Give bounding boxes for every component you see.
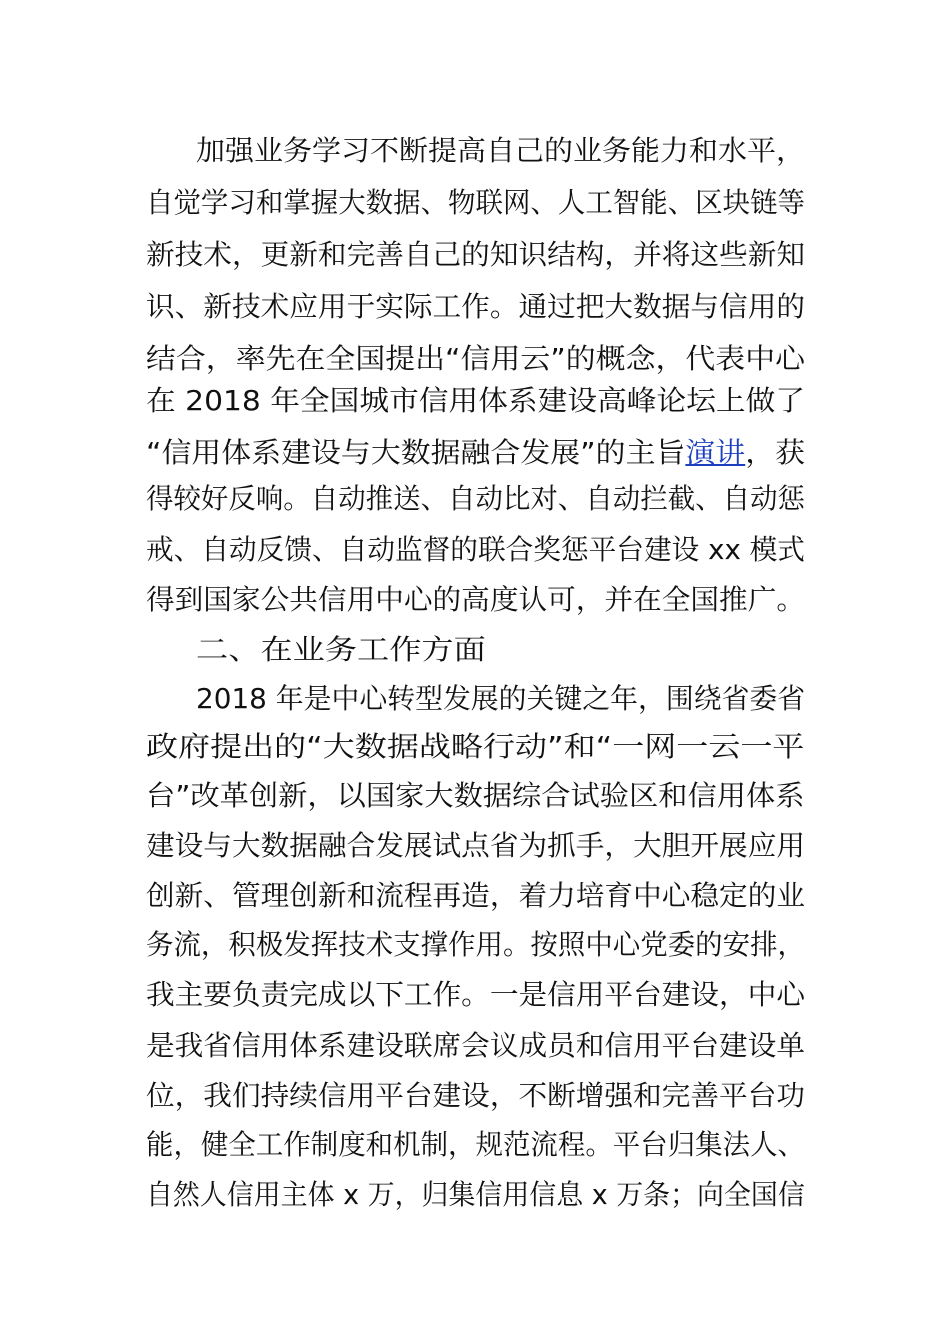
paragraph-2-line-9: 位，我们持续信用平台建设，不断增强和完善平台功: [146, 1079, 806, 1112]
paragraph-1-line-5: 结合，率先在全国提出“信用云”的概念，代表中心: [146, 342, 806, 375]
paragraph-1-line-6: 在 2018 年全国城市信用体系建设高峰论坛上做了: [146, 384, 806, 417]
paragraph-2-line-3: 台”改革创新，以国家大数据综合试验区和信用体系: [146, 779, 805, 812]
paragraph-1-line-9: 戒、自动反馈、自动监督的联合奖惩平台建设 xx 模式: [146, 533, 805, 566]
speech-link[interactable]: 演讲: [685, 436, 746, 469]
line-7-text-before-link: “信用体系建设与大数据融合发展”的主旨: [146, 436, 686, 469]
paragraph-2-line-10: 能，健全工作制度和机制，规范流程。平台归集法人、: [146, 1128, 806, 1161]
paragraph-2-line-7: 我主要负责完成以下工作。一是信用平台建设，中心: [146, 978, 806, 1011]
paragraph-2-line-4: 建设与大数据融合发展试点省为抓手，大胆开展应用: [146, 829, 806, 862]
paragraph-1-line-1: 加强业务学习不断提高自己的业务能力和水平，: [196, 134, 806, 167]
line-7-text-after-link: ，获: [745, 436, 806, 469]
paragraph-1-line-2: 自觉学习和掌握大数据、物联网、人工智能、区块链等: [146, 186, 806, 219]
paragraph-2-line-2: 政府提出的“大数据战略行动”和“一网一云一平: [146, 730, 805, 763]
paragraph-2-line-6: 务流，积极发挥技术支撑作用。按照中心党委的安排，: [146, 928, 806, 961]
paragraph-1-line-7: [146, 433, 805, 473]
paragraph-2-line-1: 2018 年是中心转型发展的关键之年，围绕省委省: [196, 682, 806, 715]
paragraph-1-line-10: 得到国家公共信用中心的高度认可，并在全国推广。: [146, 583, 806, 616]
paragraph-2-line-5: 创新、管理创新和流程再造，着力培育中心稳定的业: [146, 879, 806, 912]
paragraph-1-line-8: 得较好反响。自动推送、自动比对、自动拦截、自动惩: [146, 482, 806, 515]
section-heading: 二、在业务工作方面: [196, 633, 486, 666]
paragraph-2-line-11: 自然人信用主体 x 万，归集信用信息 x 万条；向全国信: [146, 1178, 805, 1211]
paragraph-1-line-4: 识、新技术应用于实际工作。通过把大数据与信用的: [146, 290, 806, 323]
paragraph-1-line-3: 新技术，更新和完善自己的知识结构，并将这些新知: [146, 238, 806, 271]
paragraph-2-line-8: 是我省信用体系建设联席会议成员和信用平台建设单: [146, 1029, 806, 1062]
